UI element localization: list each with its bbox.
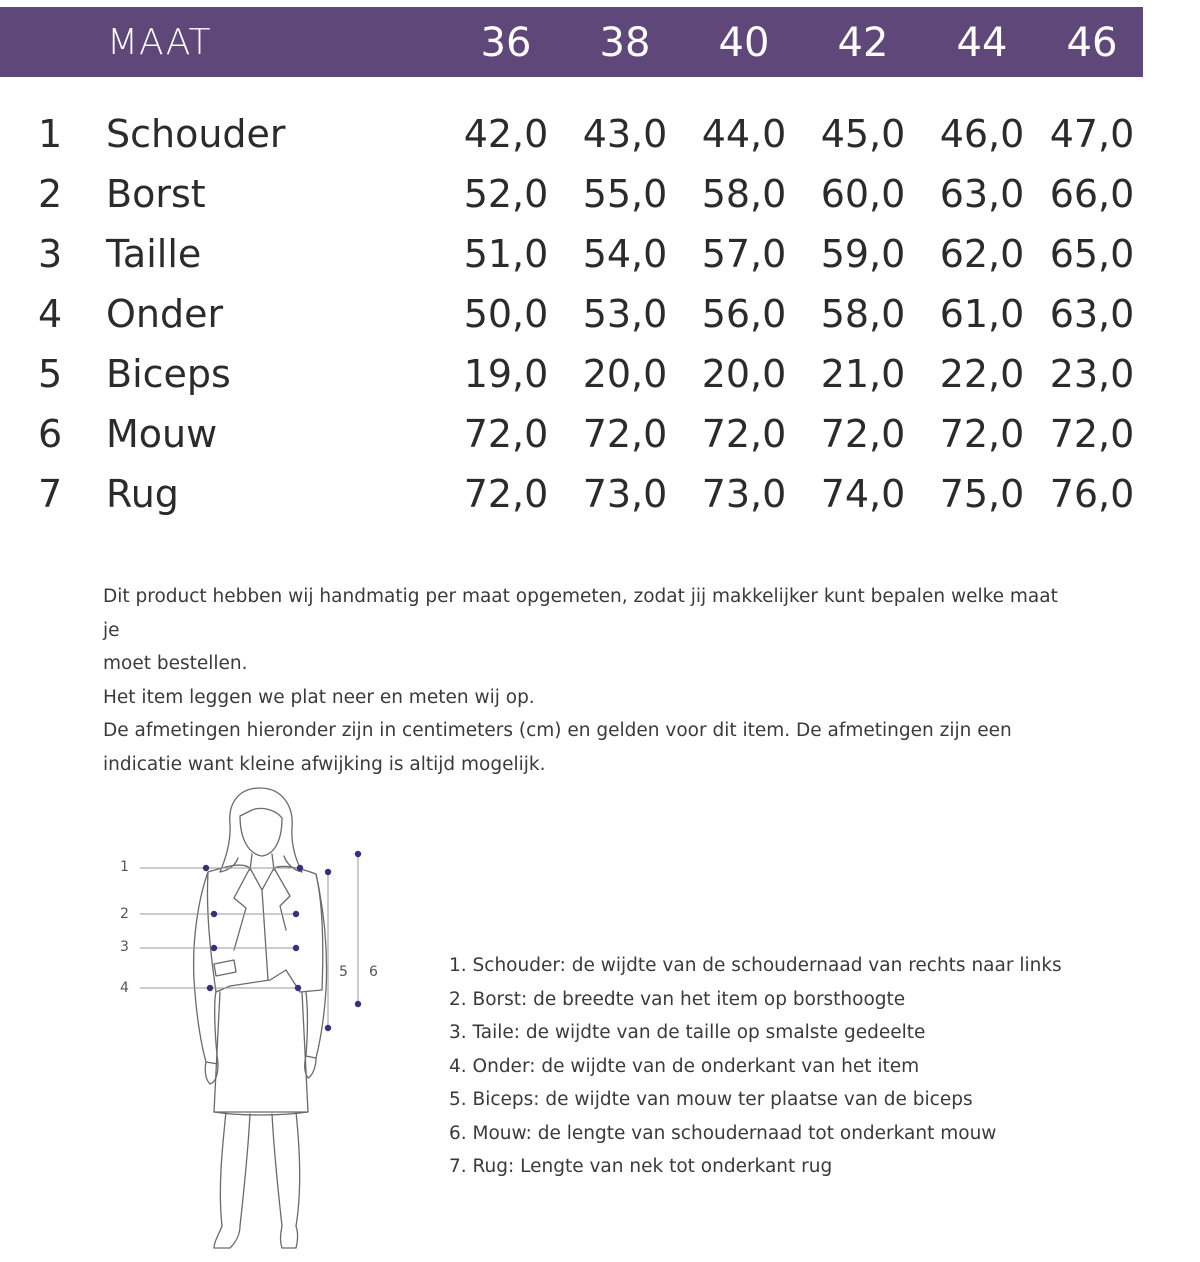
cell-value: 72,0 bbox=[820, 412, 906, 456]
cell-value: 46,0 bbox=[939, 112, 1025, 156]
measurement-figure bbox=[110, 780, 410, 1255]
cell-value: 54,0 bbox=[582, 232, 668, 276]
cell-value: 57,0 bbox=[701, 232, 787, 276]
cell-value: 56,0 bbox=[701, 292, 787, 336]
legend-item: 1. Schouder: de wijdte van de schoudernaad van rechts naar links bbox=[449, 955, 1062, 976]
cell-value: 74,0 bbox=[820, 472, 906, 516]
table-row bbox=[0, 174, 1200, 234]
size-header-bar bbox=[0, 7, 1143, 77]
row-label: Biceps bbox=[106, 352, 231, 396]
maat-label: MAAT bbox=[107, 22, 212, 63]
legend-item: 3. Taile: de wijdte van de taille op smalste gedeelte bbox=[449, 1022, 926, 1043]
row-label: Rug bbox=[106, 472, 179, 516]
cell-value: 62,0 bbox=[939, 232, 1025, 276]
row-number: 7 bbox=[38, 472, 63, 516]
cell-value: 76,0 bbox=[1049, 472, 1135, 516]
cell-value: 23,0 bbox=[1049, 352, 1135, 396]
description-line: indicatie want kleine afwijking is altijd mogelijk. bbox=[103, 753, 546, 775]
size-36: 36 bbox=[480, 20, 532, 66]
cell-value: 73,0 bbox=[701, 472, 787, 516]
table-row bbox=[0, 234, 1200, 294]
figure-label-6: 6 bbox=[369, 964, 378, 980]
figure-label-3: 3 bbox=[120, 939, 129, 955]
cell-value: 72,0 bbox=[463, 412, 549, 456]
cell-value: 73,0 bbox=[582, 472, 668, 516]
legend-item: 4. Onder: de wijdte van de onderkant van het item bbox=[449, 1055, 920, 1077]
cell-value: 58,0 bbox=[701, 172, 787, 216]
figure-label-4: 4 bbox=[120, 980, 129, 996]
table-row bbox=[0, 114, 1200, 174]
table-row bbox=[0, 294, 1200, 354]
cell-value: 65,0 bbox=[1049, 232, 1135, 276]
description-line: Dit product hebben wij handmatig per maat opgemeten, zodat jij makkelijker kunt bepalen welke maat je bbox=[103, 586, 1058, 641]
legend-item: 7. Rug: Lengte van nek tot onderkant rug bbox=[449, 1156, 833, 1177]
row-label: Borst bbox=[106, 172, 206, 216]
cell-value: 45,0 bbox=[820, 112, 906, 156]
cell-value: 51,0 bbox=[463, 232, 549, 276]
cell-value: 50,0 bbox=[463, 292, 549, 336]
description-line: moet bestellen. bbox=[103, 653, 248, 674]
row-number: 1 bbox=[38, 112, 63, 156]
size-46: 46 bbox=[1066, 20, 1118, 66]
figure-label-2: 2 bbox=[120, 906, 129, 922]
size-40: 40 bbox=[718, 20, 770, 66]
size-44: 44 bbox=[956, 20, 1008, 66]
row-number: 5 bbox=[38, 352, 63, 396]
size-42: 42 bbox=[837, 20, 889, 66]
row-number: 6 bbox=[38, 412, 63, 456]
cell-value: 75,0 bbox=[939, 472, 1025, 516]
row-label: Onder bbox=[106, 292, 224, 336]
cell-value: 20,0 bbox=[582, 352, 668, 396]
cell-value: 59,0 bbox=[820, 232, 906, 276]
cell-value: 22,0 bbox=[939, 352, 1025, 396]
cell-value: 66,0 bbox=[1049, 172, 1135, 216]
cell-value: 52,0 bbox=[463, 172, 549, 216]
cell-value: 72,0 bbox=[1049, 412, 1135, 456]
description-text bbox=[103, 580, 1063, 781]
cell-value: 72,0 bbox=[701, 412, 787, 456]
cell-value: 58,0 bbox=[820, 292, 906, 336]
figure-label-5: 5 bbox=[339, 964, 348, 980]
cell-value: 72,0 bbox=[463, 472, 549, 516]
cell-value: 43,0 bbox=[582, 112, 668, 156]
row-label: Taille bbox=[106, 232, 202, 276]
cell-value: 47,0 bbox=[1049, 112, 1135, 156]
woman-jacket-illustration bbox=[110, 780, 410, 1255]
cell-value: 63,0 bbox=[1049, 292, 1135, 336]
cell-value: 55,0 bbox=[582, 172, 668, 216]
table-row bbox=[0, 414, 1200, 474]
size-38: 38 bbox=[599, 20, 651, 66]
measurement-legend bbox=[449, 949, 1089, 1184]
cell-value: 72,0 bbox=[582, 412, 668, 456]
cell-value: 60,0 bbox=[820, 172, 906, 216]
table-row bbox=[0, 354, 1200, 414]
row-label: Mouw bbox=[106, 412, 218, 456]
cell-value: 61,0 bbox=[939, 292, 1025, 336]
legend-item: 6. Mouw: de lengte van schoudernaad tot onderkant mouw bbox=[449, 1122, 997, 1144]
description-line: De afmetingen hieronder zijn in centimeters (cm) en gelden voor dit item. De afmetingen zijn een bbox=[103, 720, 1012, 741]
description-line: Het item leggen we plat neer en meten wij op. bbox=[103, 686, 535, 708]
row-number: 2 bbox=[38, 172, 63, 216]
row-label: Schouder bbox=[106, 112, 286, 156]
cell-value: 63,0 bbox=[939, 172, 1025, 216]
figure-label-1: 1 bbox=[120, 859, 129, 875]
cell-value: 72,0 bbox=[939, 412, 1025, 456]
row-number: 4 bbox=[38, 292, 63, 336]
legend-item: 2. Borst: de breedte van het item op borsthoogte bbox=[449, 988, 906, 1010]
cell-value: 21,0 bbox=[820, 352, 906, 396]
row-number: 3 bbox=[38, 232, 63, 276]
cell-value: 19,0 bbox=[463, 352, 549, 396]
cell-value: 53,0 bbox=[582, 292, 668, 336]
legend-item: 5. Biceps: de wijdte van mouw ter plaatse van de biceps bbox=[449, 1089, 973, 1110]
cell-value: 44,0 bbox=[701, 112, 787, 156]
cell-value: 42,0 bbox=[463, 112, 549, 156]
cell-value: 20,0 bbox=[701, 352, 787, 396]
table-row bbox=[0, 474, 1200, 534]
